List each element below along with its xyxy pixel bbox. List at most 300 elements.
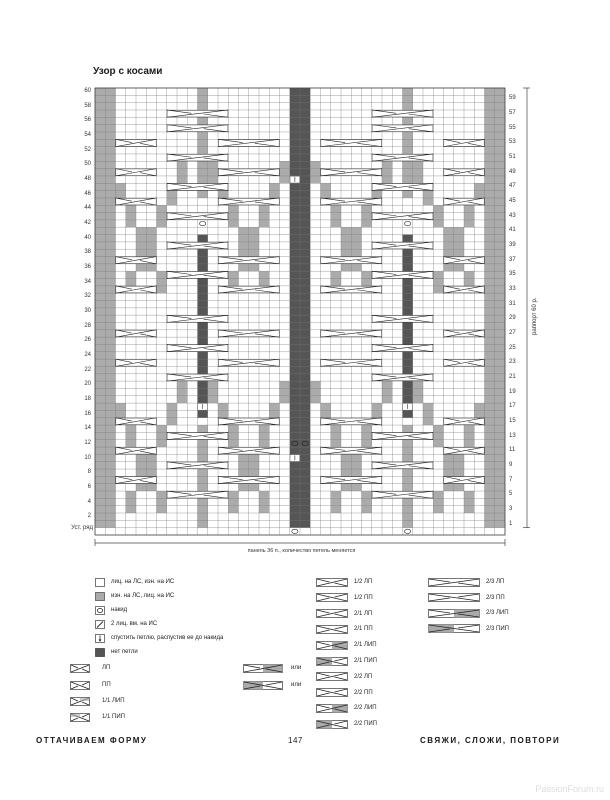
legend-label: 1/2 ЛП [354,579,373,585]
no-stitch-cell [198,235,208,418]
purl-cell [239,484,249,491]
row-number: 24 [84,351,91,358]
legend-label: 2/2 ПИП [354,721,377,728]
row-number: 51 [509,154,516,161]
purl-cell [146,249,156,256]
row-number: 38 [84,249,91,256]
legend-cable-item [316,672,372,682]
purl-cell [362,432,372,439]
row-number: 49 [509,168,516,175]
row-number: 55 [509,124,516,131]
purl-cell [310,176,320,183]
cable-icon [316,641,348,650]
legend-yarn-over [95,605,127,615]
purl-cell [116,191,126,198]
purl-cell [126,440,136,447]
yarn-over-icon [95,606,105,615]
purl-cell [444,242,454,249]
row-number: 57 [509,110,516,117]
no-stitch-cell [403,235,413,418]
row-number: 58 [84,102,91,109]
purl-cell [351,227,361,234]
cable-icon [316,657,348,666]
cable-icon [316,625,348,634]
purl-cell [351,249,361,256]
purl-cell [249,227,259,234]
row-number: 12 [84,439,91,446]
row-number: 3 [509,505,513,512]
purl-cell [259,498,269,505]
purl-cell [228,498,238,505]
legend-lp [70,663,110,673]
purl-cell [146,264,156,271]
row-number: 56 [84,117,91,124]
cable-icon [316,593,348,602]
row-number: 20 [84,381,91,388]
row-number: 10 [84,454,91,461]
purl-cell [351,235,361,242]
purl-cell [444,454,454,461]
legend-no-stitch [95,647,138,657]
purl-cell [126,279,136,286]
purl-cell [157,491,167,498]
purl-cell [208,381,218,388]
purl-cell [239,235,249,242]
legend-knit [95,577,174,587]
purl-cell [310,161,320,168]
purl-cell [136,242,146,249]
purl-cell [382,396,392,403]
purl-cell [321,183,331,190]
purl-cell [423,418,433,425]
purl-cell [228,213,238,220]
purl-cell [433,279,443,286]
legend-cable-item [316,640,377,650]
purl-cell [259,271,269,278]
row-number: 30 [84,308,91,314]
purl-cell [341,484,351,491]
purl-cell [444,462,454,469]
purl-cell [433,220,443,227]
row-number: 16 [84,410,91,417]
legend-label: спустить петлю, распустив ее до накида [111,635,224,641]
purl-cell [351,469,361,476]
purl-cell [136,462,146,469]
legend-k2tog [95,619,157,629]
purl-cell [382,388,392,395]
row-number: 43 [509,212,516,219]
purl-cell [239,454,249,461]
purl-cell [105,161,115,168]
row-number: 21 [509,373,516,380]
purl-cell [249,264,259,271]
purl-cell [136,469,146,476]
purl-cell [433,432,443,439]
legend-11pip [70,712,125,722]
purl-cell [331,271,341,278]
purl-cell [331,205,341,212]
purl-cell [146,235,156,242]
footer-left: ОТТАЧИВАЕМ ФОРМУ [36,736,148,745]
purl-cell [208,396,218,403]
cable-4-right-icon [243,681,283,690]
purl-cell [239,462,249,469]
purl-cell [382,161,392,168]
purl-cell [228,491,238,498]
purl-cell [464,213,474,220]
white-cell-icon [95,578,105,587]
purl-cell [485,381,495,388]
purl-cell [136,235,146,242]
purl-cell [126,506,136,513]
purl-cell [423,410,433,417]
row-number: 29 [509,315,516,322]
purl-cell [239,469,249,476]
purl-cell [331,491,341,498]
purl-cell [157,205,167,212]
purl-cell [413,176,423,183]
purl-cell [433,498,443,505]
purl-cell [177,169,187,176]
row-number: 1 [509,520,513,527]
purl-cell [310,388,320,395]
purl-cell [433,271,443,278]
legend-lp-alt [243,663,301,673]
purl-cell [351,242,361,249]
purl-cell [126,498,136,505]
cable-icon [316,672,348,681]
purl-cell [259,213,269,220]
purl-cell [218,191,228,198]
purl-cell [146,454,156,461]
row-number: 22 [84,366,91,373]
purl-cell [157,279,167,286]
purl-cell [433,425,443,432]
purl-cell [454,227,464,234]
legend-label: ПП [102,682,111,688]
cable-2-right-icon [70,681,90,690]
purl-cell [444,249,454,256]
row-number: 54 [84,132,91,139]
purl-cell [444,469,454,476]
purl-cell [218,410,228,417]
row-number: 31 [509,300,516,307]
purl-cell [269,403,279,410]
purl-cell [454,235,464,242]
purl-cell [269,183,279,190]
page-number: 147 [288,736,303,745]
cable-icon [316,609,348,618]
purl-cell [146,462,156,469]
row-number: 37 [509,256,516,263]
purl-cell [433,205,443,212]
purl-cell [146,242,156,249]
purl-cell [249,462,259,469]
purl-cell [351,264,361,271]
purl-cell [259,279,269,286]
purl-cell [116,403,126,410]
purl-cell [208,161,218,168]
legend-cable-item [316,609,372,619]
cable-icon [316,704,348,713]
legend-label: 2/1 ПИП [354,658,377,664]
repeat-label: раппорт 60 р. [532,297,538,335]
k2tog-icon [95,620,105,629]
legend-label: изн. на ЛС, лиц. на ИС [111,593,175,599]
row-number: 60 [84,88,91,95]
cable-icon [316,578,348,587]
row-number: 44 [84,205,91,212]
legend-label: 2/1 ЛИП [354,642,377,649]
purl-cell [362,271,372,278]
purl-cell [259,432,269,439]
row-number: 35 [509,271,516,278]
purl-cell [454,484,464,491]
purl-cell [136,249,146,256]
purl-cell [116,183,126,190]
legend-label: 2/3 ЛИП [486,610,509,616]
legend-label: лиц. на ЛС, изн. на ИС [111,579,175,585]
purl-cell [464,440,474,447]
purl-cell [105,381,115,388]
row-number: 9 [509,461,513,468]
legend-label: нет петли [111,649,138,655]
purl-cell [362,440,372,447]
purl-cell [218,403,228,410]
cable-icon [316,688,348,697]
legend-label: 2/1 ЛП [354,610,373,617]
purl-cell [433,440,443,447]
legend-cable-item [316,577,372,587]
purl-cell [126,220,136,227]
row-number: 19 [509,388,516,395]
purl-cell [485,396,495,403]
legend-cable-item [316,719,377,729]
purl-cell [372,403,382,410]
row-number: 42 [84,220,91,227]
row-number: 5 [509,491,513,498]
purl-cell [167,191,177,198]
purl-cell [167,198,177,205]
purl-cell [177,176,187,183]
purl-cell [146,227,156,234]
purl-cell [321,410,331,417]
purl-cell [362,425,372,432]
row-number: 34 [84,278,91,285]
purl-cell [464,205,474,212]
purl-cell [331,425,341,432]
legend-label: 2/2 ПП [354,689,373,696]
purl-cell [228,220,238,227]
row-number: 36 [84,264,91,271]
purl-cell [126,425,136,432]
cast-on-row-label: Уст. ряд [71,525,93,531]
legend-label: 2/3 ПИП [486,625,509,632]
purl-cell [474,191,484,198]
purl-cell [444,264,454,271]
purl-cell [454,454,464,461]
purl-cell [126,271,136,278]
purl-cell [454,249,464,256]
purl-cell [464,271,474,278]
legend-cable-item [316,624,373,634]
purl-cell [474,403,484,410]
purl-cell [157,220,167,227]
purl-cell [341,227,351,234]
purl-cell [341,454,351,461]
purl-cell [382,176,392,183]
legend-cable-item [316,688,373,698]
cable-icon [428,609,480,618]
purl-cell [177,381,187,388]
purl-cell [146,469,156,476]
panel-caption: панель 36 п., количество петель меняется [247,548,356,554]
cable-icon [428,624,480,633]
purl-cell [259,205,269,212]
purl-cell [249,242,259,249]
purl-cell [372,410,382,417]
purl-cell [485,161,495,168]
purl-cell [464,506,474,513]
purl-cell [228,271,238,278]
row-number: 4 [87,498,91,505]
purl-cell [208,388,218,395]
purl-cell [136,227,146,234]
purl-cell [126,205,136,212]
legend-label: 2/1 ПП [354,626,373,633]
purl-cell [177,388,187,395]
purl-cell [259,440,269,447]
purl-cell [341,242,351,249]
row-number: 59 [509,95,516,102]
purl-cell [177,161,187,168]
legend-or-label: или [291,665,302,671]
no-stitch-icon [95,648,105,657]
purl-cell [464,279,474,286]
purl-cell [157,432,167,439]
row-number: 48 [84,176,91,183]
purl-cell [157,498,167,505]
legend-or-label: или [291,682,302,688]
legend-label: 2/3 ЛП [486,579,505,585]
purl-cell [351,454,361,461]
row-number: 39 [509,242,516,249]
purl-cell [310,169,320,176]
legend-label: 2 лиц. вм. на ИС [111,621,158,627]
row-number: 53 [509,139,516,146]
purl-cell [362,506,372,513]
purl-cell [167,410,177,417]
row-number: 46 [84,190,91,197]
row-number: 11 [509,447,516,454]
purl-cell [362,279,372,286]
row-number: 40 [84,234,91,241]
cable-2-left-icon [70,664,90,673]
purl-cell [341,235,351,242]
purl-cell [423,191,433,198]
legend-cable-item [316,593,373,603]
row-number: 2 [87,513,91,520]
row-number: 18 [84,395,91,402]
legend-label: 1/1 ПИП [102,714,125,720]
purl-cell [464,491,474,498]
row-number: 17 [509,403,516,410]
purl-cell [249,484,259,491]
purl-cell [331,213,341,220]
footer-right: СВЯЖИ, СЛОЖИ, ПОВТОРИ [420,736,561,745]
purl-cell [464,220,474,227]
purl-cell [341,462,351,469]
purl-cell [433,491,443,498]
watermark: PassionForum.ru [535,784,604,794]
purl-cell [239,249,249,256]
purl-cell [239,227,249,234]
legend-cable-item [428,608,509,618]
drop-stitch-icon [95,634,105,643]
purl-cell [228,506,238,513]
purl-cell [362,491,372,498]
purl-cell [146,484,156,491]
purl-cell [198,88,208,198]
purl-cell [485,176,495,183]
purl-cell [341,249,351,256]
row-number: 25 [509,344,516,351]
purl-cell [474,410,484,417]
legend-pp-alt [243,680,301,690]
purl-cell [433,506,443,513]
purl-cell [177,396,187,403]
purl-cell [351,462,361,469]
purl-cell [382,169,392,176]
row-number: 28 [84,322,91,329]
legend-label: 2/2 ЛП [354,673,373,680]
purl-cell [444,227,454,234]
purl-cell [351,484,361,491]
purl-cell [382,381,392,388]
legend-label: накид [111,607,128,613]
cable-4-left-icon [243,664,283,673]
chart-title: Узор с косами [93,66,163,77]
row-number: 32 [84,293,91,300]
purl-cell [331,279,341,286]
purl-cell [454,469,464,476]
row-number: 41 [509,227,516,234]
row-number: 7 [509,476,513,483]
legend-cable-item [428,624,509,634]
purl-cell [259,491,269,498]
purl-cell [167,418,177,425]
purl-cell [454,264,464,271]
purl-cell [259,220,269,227]
purl-cell [136,264,146,271]
row-number: 52 [84,146,91,153]
purl-cell [413,388,423,395]
purl-cell [423,198,433,205]
legend-label: 2/2 ЛИП [354,705,377,712]
purl-cell [259,425,269,432]
purl-cell [280,169,290,176]
row-number: 23 [509,359,516,366]
legend-cable-item [428,593,505,603]
purl-cell [362,213,372,220]
purl-cell [454,242,464,249]
purl-cell [269,410,279,417]
purl-cell [208,169,218,176]
purl-cell [157,213,167,220]
purl-cell [403,88,413,198]
purl-cell [126,432,136,439]
purl-cell [444,484,454,491]
